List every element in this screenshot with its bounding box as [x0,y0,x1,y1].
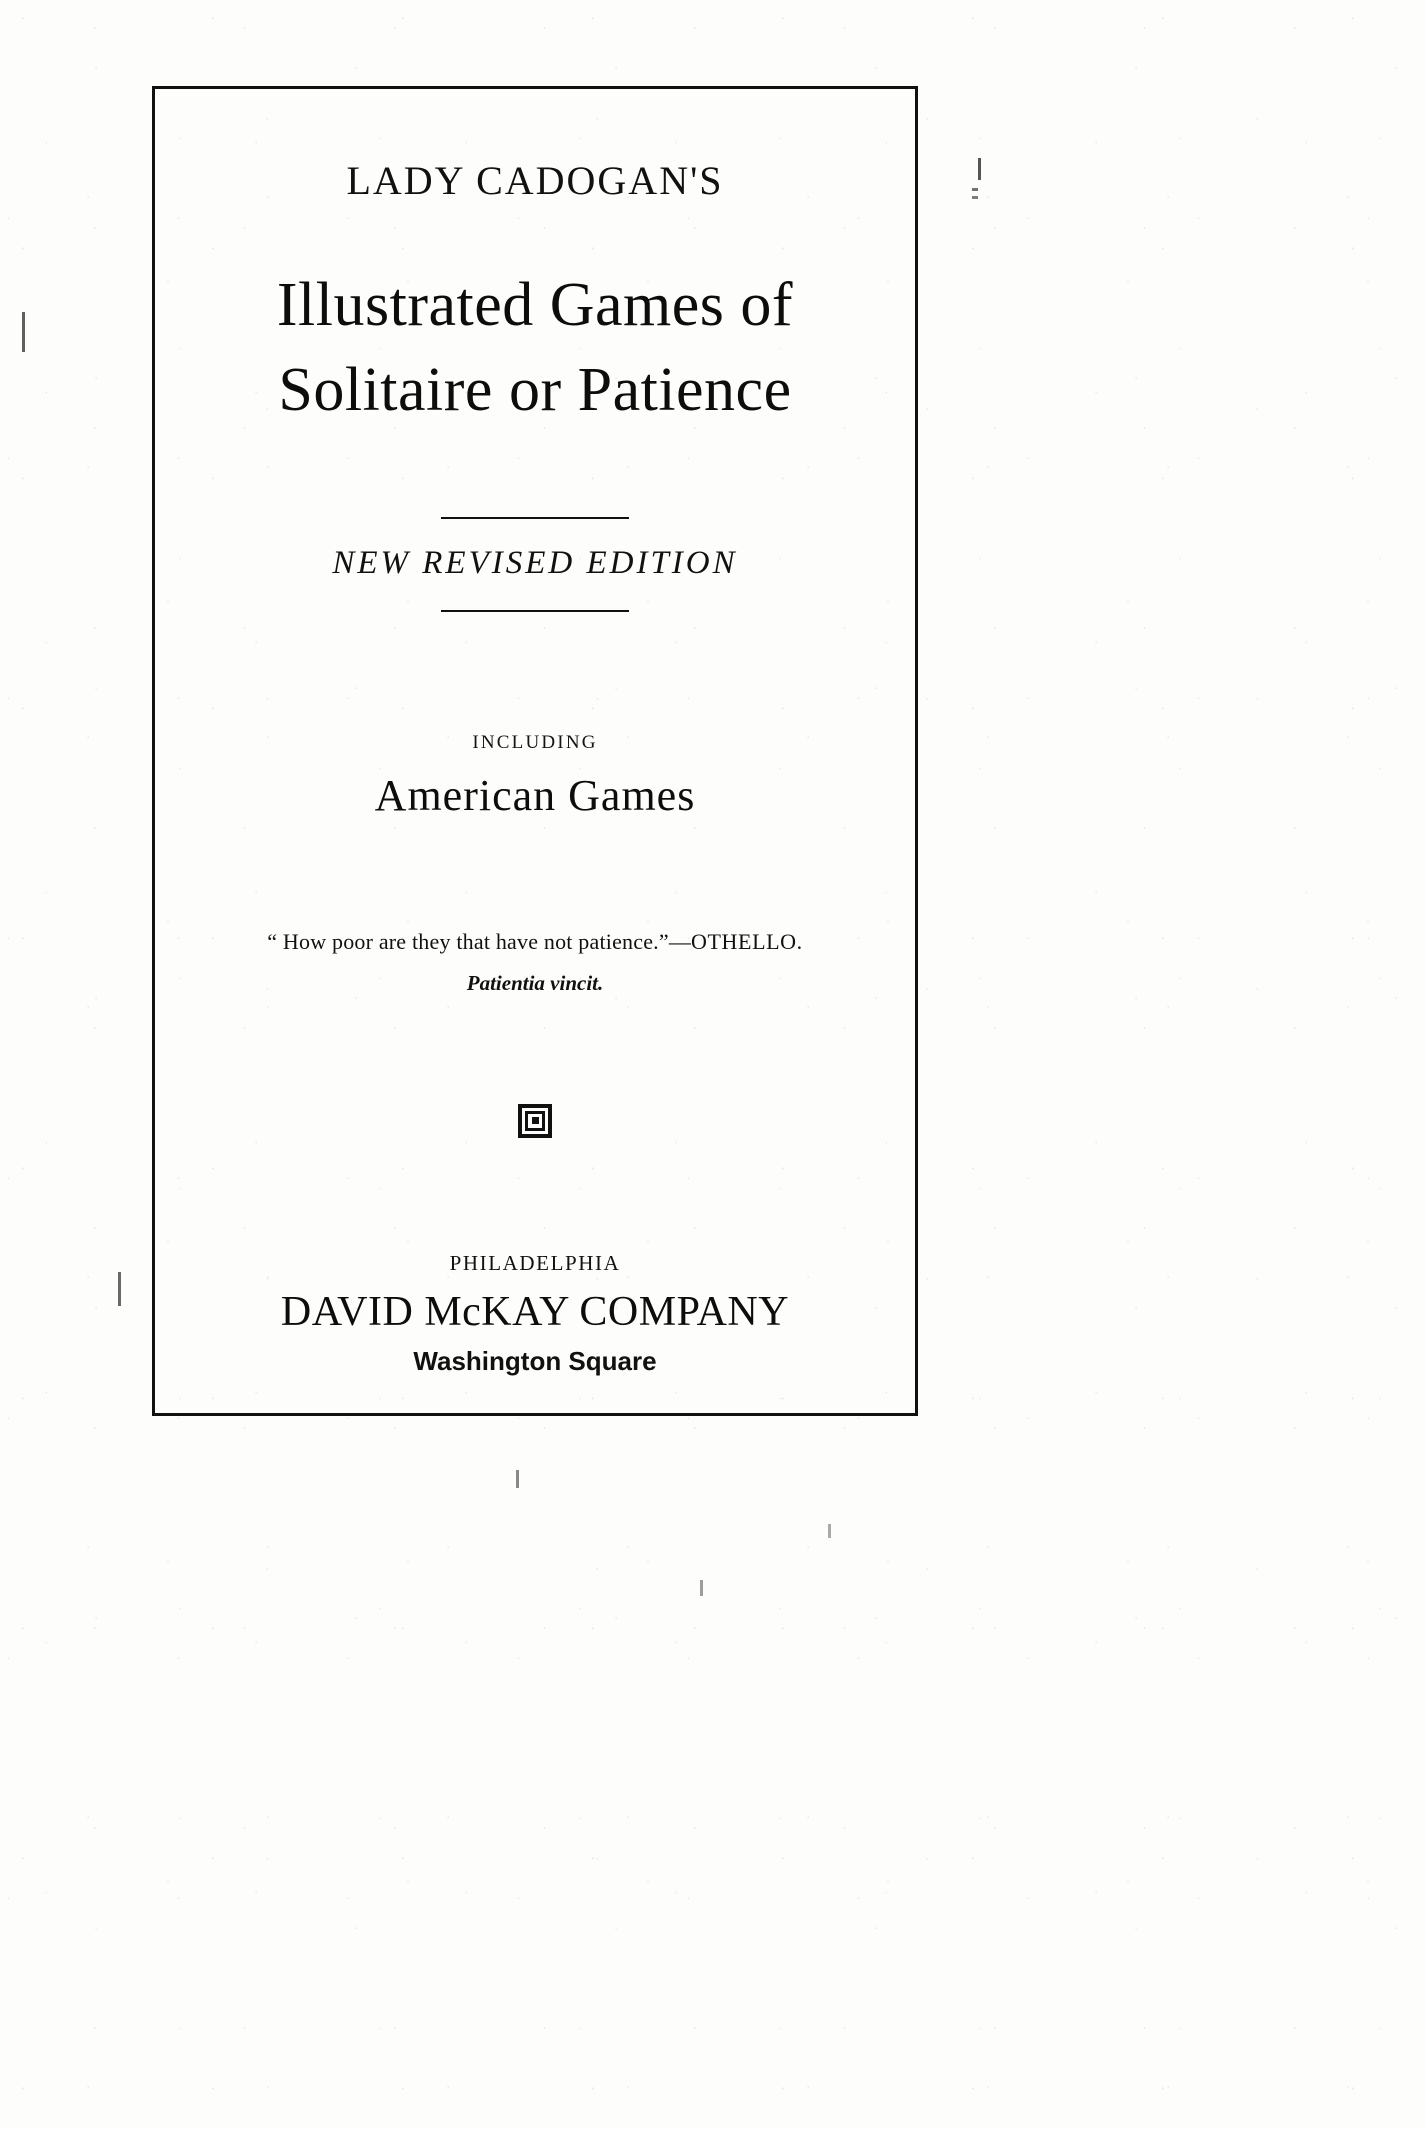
scan-artifact-mark [22,312,25,352]
divider-rule-top [441,517,629,519]
title-page-frame [152,86,918,1416]
page-title [201,266,869,431]
scan-artifact-mark [118,1272,121,1306]
author-line: LADY CADOGAN'S [346,158,724,203]
imprint-address: Washington Square [413,1346,657,1376]
edition-statement: NEW REVISED EDITION [332,544,738,581]
scan-artifact-mark [972,196,978,199]
divider-rule-bottom [441,610,629,612]
title-line-1: Illustrated Games of [276,271,794,339]
epigraph: “ How poor are they that have not patience.”—OTHELLO. [267,928,803,954]
scan-artifact-mark [978,158,981,180]
including-title: American Games [374,770,696,820]
title-line-2: Solitaire or Patience [278,356,792,425]
imprint-city: PHILADELPHIA [449,1251,621,1275]
printer-device-icon [201,1104,869,1138]
scan-artifact-mark [828,1524,831,1538]
imprint-block [155,1251,915,1377]
including-label: INCLUDING [472,731,598,753]
scan-artifact-mark [700,1580,703,1596]
imprint-publisher: DAVID McKAY COMPANY [280,1289,790,1335]
scan-artifact-mark [516,1470,519,1488]
scan-artifact-mark [972,188,978,191]
motto: Patientia vincit. [466,970,604,995]
